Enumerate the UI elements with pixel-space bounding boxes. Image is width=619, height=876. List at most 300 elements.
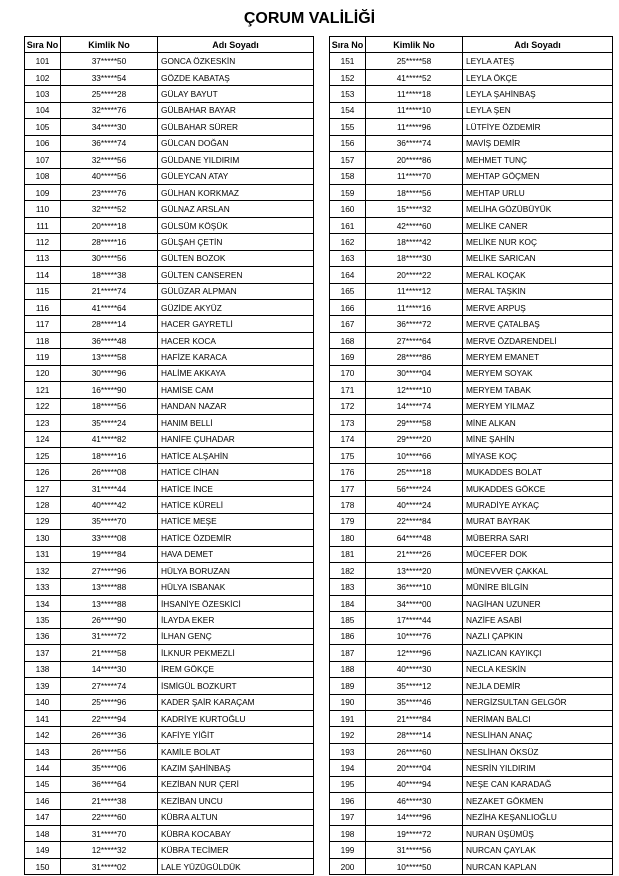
cell-adi-soyadi: KEZİBAN UNCU <box>158 793 314 809</box>
cell-sira-no: 147 <box>25 809 61 825</box>
cell-adi-soyadi: İLKNUR PEKMEZLİ <box>158 645 314 661</box>
cell-sira-no: 175 <box>330 447 366 463</box>
cell-adi-soyadi: HAFİZE KARACA <box>158 349 314 365</box>
table-row <box>25 760 314 776</box>
cell-sira-no: 178 <box>330 497 366 513</box>
cell-kimlik-no: 21*****58 <box>61 645 158 661</box>
cell-sira-no: 172 <box>330 398 366 414</box>
table-row <box>330 365 613 381</box>
cell-adi-soyadi: NAZLICAN KAYIKÇI <box>463 645 613 661</box>
cell-sira-no: 167 <box>330 316 366 332</box>
cell-adi-soyadi: GÖZDE KABATAŞ <box>158 69 314 85</box>
cell-kimlik-no: 26*****56 <box>61 743 158 759</box>
cell-kimlik-no: 16*****90 <box>61 382 158 398</box>
cell-kimlik-no: 13*****58 <box>61 349 158 365</box>
table-row <box>330 201 613 217</box>
table-row <box>25 447 314 463</box>
cell-adi-soyadi: GÜLDANE YILDIRIM <box>158 152 314 168</box>
cell-kimlik-no: 35*****12 <box>366 678 463 694</box>
cell-kimlik-no: 37*****50 <box>61 53 158 69</box>
cell-sira-no: 161 <box>330 217 366 233</box>
cell-sira-no: 181 <box>330 546 366 562</box>
cell-kimlik-no: 28*****14 <box>61 316 158 332</box>
header-adi-soyadi: Adı Soyadı <box>158 37 314 53</box>
table-row <box>25 546 314 562</box>
cell-sira-no: 199 <box>330 842 366 858</box>
cell-adi-soyadi: MAVİŞ DEMİR <box>463 135 613 151</box>
table-row <box>330 826 613 842</box>
cell-sira-no: 113 <box>25 250 61 266</box>
table-row <box>330 398 613 414</box>
cell-adi-soyadi: İSMİGÜL BOZKURT <box>158 678 314 694</box>
cell-kimlik-no: 34*****30 <box>61 119 158 135</box>
cell-sira-no: 131 <box>25 546 61 562</box>
cell-kimlik-no: 26*****08 <box>61 464 158 480</box>
cell-adi-soyadi: İHSANİYE ÖZESKİCİ <box>158 595 314 611</box>
table-row <box>330 53 613 69</box>
table-row <box>25 727 314 743</box>
cell-sira-no: 145 <box>25 776 61 792</box>
cell-kimlik-no: 11*****18 <box>366 86 463 102</box>
cell-kimlik-no: 18*****56 <box>366 184 463 200</box>
cell-kimlik-no: 14*****96 <box>366 809 463 825</box>
cell-sira-no: 120 <box>25 365 61 381</box>
cell-adi-soyadi: GÜLHAN KORKMAZ <box>158 184 314 200</box>
cell-adi-soyadi: NECLA KESKİN <box>463 661 613 677</box>
cell-adi-soyadi: GÜLCAN DOĞAN <box>158 135 314 151</box>
cell-sira-no: 158 <box>330 168 366 184</box>
cell-adi-soyadi: MELİKE SARICAN <box>463 250 613 266</box>
table-row <box>330 332 613 348</box>
cell-adi-soyadi: KADRİYE KURTOĞLU <box>158 710 314 726</box>
header-sira-no: Sıra No <box>330 37 366 53</box>
cell-adi-soyadi: KÜBRA ALTUN <box>158 809 314 825</box>
cell-kimlik-no: 12*****10 <box>366 382 463 398</box>
cell-kimlik-no: 20*****86 <box>366 152 463 168</box>
cell-adi-soyadi: LEYLA ŞEN <box>463 102 613 118</box>
cell-sira-no: 138 <box>25 661 61 677</box>
table-row <box>330 694 613 710</box>
table-row <box>330 300 613 316</box>
cell-sira-no: 173 <box>330 415 366 431</box>
cell-adi-soyadi: KÜBRA TECİMER <box>158 842 314 858</box>
cell-kimlik-no: 33*****54 <box>61 69 158 85</box>
cell-adi-soyadi: HATİCE İNCE <box>158 480 314 496</box>
cell-kimlik-no: 26*****90 <box>61 612 158 628</box>
cell-kimlik-no: 22*****84 <box>366 513 463 529</box>
cell-kimlik-no: 21*****84 <box>366 710 463 726</box>
cell-sira-no: 193 <box>330 743 366 759</box>
cell-sira-no: 108 <box>25 168 61 184</box>
table-row <box>25 793 314 809</box>
cell-sira-no: 156 <box>330 135 366 151</box>
cell-kimlik-no: 28*****14 <box>366 727 463 743</box>
cell-kimlik-no: 12*****32 <box>61 842 158 858</box>
cell-adi-soyadi: MEHTAP GÖÇMEN <box>463 168 613 184</box>
cell-kimlik-no: 12*****96 <box>366 645 463 661</box>
table-row <box>330 267 613 283</box>
cell-sira-no: 180 <box>330 530 366 546</box>
table-row <box>330 135 613 151</box>
cell-kimlik-no: 32*****76 <box>61 102 158 118</box>
table-row <box>25 563 314 579</box>
cell-adi-soyadi: KÜBRA KOCABAY <box>158 826 314 842</box>
cell-sira-no: 186 <box>330 628 366 644</box>
cell-sira-no: 163 <box>330 250 366 266</box>
table-row <box>330 168 613 184</box>
cell-kimlik-no: 23*****76 <box>61 184 158 200</box>
table-row <box>25 283 314 299</box>
cell-kimlik-no: 35*****46 <box>366 694 463 710</box>
table-row <box>25 267 314 283</box>
cell-adi-soyadi: NESLİHAN ANAÇ <box>463 727 613 743</box>
cell-adi-soyadi: HATİCE MEŞE <box>158 513 314 529</box>
cell-kimlik-no: 40*****42 <box>61 497 158 513</box>
table-row <box>25 628 314 644</box>
cell-kimlik-no: 10*****50 <box>366 858 463 874</box>
cell-sira-no: 109 <box>25 184 61 200</box>
cell-sira-no: 187 <box>330 645 366 661</box>
candidate-table-right <box>329 36 613 875</box>
cell-kimlik-no: 27*****64 <box>366 332 463 348</box>
cell-sira-no: 171 <box>330 382 366 398</box>
cell-kimlik-no: 21*****26 <box>366 546 463 562</box>
cell-adi-soyadi: MELİKE NUR KOÇ <box>463 234 613 250</box>
table-row <box>330 86 613 102</box>
table-row <box>330 727 613 743</box>
table-row <box>25 69 314 85</box>
cell-kimlik-no: 31*****70 <box>61 826 158 842</box>
cell-adi-soyadi: MUKADDES BOLAT <box>463 464 613 480</box>
cell-sira-no: 111 <box>25 217 61 233</box>
cell-adi-soyadi: MELİHA GÖZÜBÜYÜK <box>463 201 613 217</box>
table-row <box>25 464 314 480</box>
cell-adi-soyadi: GÜLÜZAR ALPMAN <box>158 283 314 299</box>
table-row <box>25 86 314 102</box>
table-row <box>25 250 314 266</box>
cell-sira-no: 198 <box>330 826 366 842</box>
cell-sira-no: 197 <box>330 809 366 825</box>
table-row <box>330 250 613 266</box>
cell-adi-soyadi: HACER KOCA <box>158 332 314 348</box>
cell-sira-no: 139 <box>25 678 61 694</box>
cell-sira-no: 151 <box>330 53 366 69</box>
cell-adi-soyadi: NEJLA DEMİR <box>463 678 613 694</box>
cell-adi-soyadi: MİNE ŞAHİN <box>463 431 613 447</box>
cell-kimlik-no: 31*****02 <box>61 858 158 874</box>
table-row <box>25 382 314 398</box>
table-row <box>25 234 314 250</box>
cell-adi-soyadi: HÜLYA BORUZAN <box>158 563 314 579</box>
table-row <box>25 826 314 842</box>
cell-adi-soyadi: LEYLA ÖKÇE <box>463 69 613 85</box>
table-row <box>25 152 314 168</box>
cell-sira-no: 188 <box>330 661 366 677</box>
cell-adi-soyadi: HATİCE KÜRELİ <box>158 497 314 513</box>
cell-kimlik-no: 25*****28 <box>61 86 158 102</box>
cell-adi-soyadi: MÜBERRA SARI <box>463 530 613 546</box>
cell-kimlik-no: 11*****96 <box>366 119 463 135</box>
cell-kimlik-no: 25*****96 <box>61 694 158 710</box>
table-row <box>330 858 613 874</box>
cell-kimlik-no: 13*****88 <box>61 595 158 611</box>
cell-sira-no: 119 <box>25 349 61 365</box>
cell-adi-soyadi: İLHAN GENÇ <box>158 628 314 644</box>
cell-sira-no: 124 <box>25 431 61 447</box>
table-row <box>330 809 613 825</box>
cell-adi-soyadi: NERİMAN BALCI <box>463 710 613 726</box>
cell-sira-no: 123 <box>25 415 61 431</box>
table-row <box>330 102 613 118</box>
cell-adi-soyadi: MERYEM SOYAK <box>463 365 613 381</box>
cell-adi-soyadi: GÜLBAHAR SÜRER <box>158 119 314 135</box>
cell-adi-soyadi: GÜLTEN BOZOK <box>158 250 314 266</box>
cell-sira-no: 153 <box>330 86 366 102</box>
table-row <box>330 612 613 628</box>
cell-kimlik-no: 29*****58 <box>366 415 463 431</box>
cell-sira-no: 107 <box>25 152 61 168</box>
table-row <box>25 119 314 135</box>
cell-adi-soyadi: KAZIM ŞAHİNBAŞ <box>158 760 314 776</box>
cell-sira-no: 140 <box>25 694 61 710</box>
cell-adi-soyadi: MERAL TAŞKIN <box>463 283 613 299</box>
table-row <box>25 201 314 217</box>
cell-sira-no: 190 <box>330 694 366 710</box>
cell-sira-no: 116 <box>25 300 61 316</box>
cell-kimlik-no: 42*****60 <box>366 217 463 233</box>
cell-adi-soyadi: KADER ŞAİR KARAÇAM <box>158 694 314 710</box>
cell-kimlik-no: 31*****44 <box>61 480 158 496</box>
table-row <box>25 497 314 513</box>
table-row <box>25 513 314 529</box>
table-row <box>330 431 613 447</box>
cell-sira-no: 149 <box>25 842 61 858</box>
cell-sira-no: 169 <box>330 349 366 365</box>
cell-kimlik-no: 22*****94 <box>61 710 158 726</box>
cell-adi-soyadi: HATİCE ÖZDEMİR <box>158 530 314 546</box>
cell-kimlik-no: 20*****04 <box>366 760 463 776</box>
table-row <box>25 349 314 365</box>
cell-kimlik-no: 27*****96 <box>61 563 158 579</box>
table-row <box>25 316 314 332</box>
cell-adi-soyadi: KAMİLE BOLAT <box>158 743 314 759</box>
table-row <box>330 119 613 135</box>
cell-sira-no: 160 <box>330 201 366 217</box>
cell-sira-no: 134 <box>25 595 61 611</box>
cell-sira-no: 103 <box>25 86 61 102</box>
cell-adi-soyadi: MERVE ARPUŞ <box>463 300 613 316</box>
table-row <box>25 53 314 69</box>
cell-kimlik-no: 14*****74 <box>366 398 463 414</box>
cell-kimlik-no: 36*****74 <box>61 135 158 151</box>
cell-sira-no: 200 <box>330 858 366 874</box>
cell-adi-soyadi: MURADİYE AYKAÇ <box>463 497 613 513</box>
cell-kimlik-no: 19*****84 <box>61 546 158 562</box>
cell-kimlik-no: 36*****10 <box>366 579 463 595</box>
table-row <box>330 480 613 496</box>
cell-sira-no: 195 <box>330 776 366 792</box>
cell-adi-soyadi: HANİFE ÇUHADAR <box>158 431 314 447</box>
cell-adi-soyadi: MÜNİRE BİLGİN <box>463 579 613 595</box>
cell-kimlik-no: 40*****56 <box>61 168 158 184</box>
table-row <box>330 283 613 299</box>
cell-adi-soyadi: NERGİZSULTAN GELGÖR <box>463 694 613 710</box>
cell-kimlik-no: 35*****70 <box>61 513 158 529</box>
cell-adi-soyadi: GONCA ÖZKESKİN <box>158 53 314 69</box>
table-row <box>330 382 613 398</box>
cell-kimlik-no: 21*****38 <box>61 793 158 809</box>
cell-kimlik-no: 18*****56 <box>61 398 158 414</box>
cell-sira-no: 135 <box>25 612 61 628</box>
cell-adi-soyadi: İLAYDA EKER <box>158 612 314 628</box>
cell-sira-no: 121 <box>25 382 61 398</box>
cell-adi-soyadi: NAGİHAN UZUNER <box>463 595 613 611</box>
cell-kimlik-no: 31*****56 <box>366 842 463 858</box>
cell-sira-no: 155 <box>330 119 366 135</box>
cell-kimlik-no: 41*****82 <box>61 431 158 447</box>
cell-sira-no: 130 <box>25 530 61 546</box>
cell-kimlik-no: 56*****24 <box>366 480 463 496</box>
cell-adi-soyadi: NAZİFE ASABİ <box>463 612 613 628</box>
cell-sira-no: 182 <box>330 563 366 579</box>
cell-adi-soyadi: GÜLTEN CANSEREN <box>158 267 314 283</box>
cell-adi-soyadi: HANDAN NAZAR <box>158 398 314 414</box>
cell-kimlik-no: 30*****56 <box>61 250 158 266</box>
cell-adi-soyadi: MELİKE CANER <box>463 217 613 233</box>
cell-sira-no: 165 <box>330 283 366 299</box>
cell-kimlik-no: 10*****76 <box>366 628 463 644</box>
cell-sira-no: 133 <box>25 579 61 595</box>
table-row <box>330 234 613 250</box>
table-row <box>25 678 314 694</box>
table-row <box>25 842 314 858</box>
cell-sira-no: 168 <box>330 332 366 348</box>
table-row <box>330 710 613 726</box>
cell-kimlik-no: 30*****96 <box>61 365 158 381</box>
cell-kimlik-no: 40*****24 <box>366 497 463 513</box>
cell-kimlik-no: 18*****30 <box>366 250 463 266</box>
table-row <box>25 661 314 677</box>
cell-kimlik-no: 46*****30 <box>366 793 463 809</box>
cell-kimlik-no: 32*****56 <box>61 152 158 168</box>
cell-sira-no: 166 <box>330 300 366 316</box>
cell-sira-no: 162 <box>330 234 366 250</box>
cell-kimlik-no: 18*****38 <box>61 267 158 283</box>
cell-sira-no: 150 <box>25 858 61 874</box>
table-row <box>25 710 314 726</box>
table-row <box>330 678 613 694</box>
cell-kimlik-no: 21*****74 <box>61 283 158 299</box>
cell-adi-soyadi: KAFİYE YİĞİT <box>158 727 314 743</box>
cell-sira-no: 152 <box>330 69 366 85</box>
table-row <box>330 217 613 233</box>
cell-sira-no: 141 <box>25 710 61 726</box>
table-header-row <box>330 37 613 53</box>
table-row <box>330 645 613 661</box>
table-row <box>25 530 314 546</box>
cell-adi-soyadi: LEYLA ATEŞ <box>463 53 613 69</box>
cell-sira-no: 194 <box>330 760 366 776</box>
table-row <box>25 858 314 874</box>
table-header-row <box>25 37 314 53</box>
cell-sira-no: 115 <box>25 283 61 299</box>
cell-sira-no: 105 <box>25 119 61 135</box>
cell-kimlik-no: 14*****30 <box>61 661 158 677</box>
table-row <box>330 579 613 595</box>
table-row <box>330 349 613 365</box>
table-row <box>25 645 314 661</box>
cell-kimlik-no: 34*****00 <box>366 595 463 611</box>
header-adi-soyadi: Adı Soyadı <box>463 37 613 53</box>
cell-sira-no: 142 <box>25 727 61 743</box>
table-row <box>330 595 613 611</box>
cell-adi-soyadi: HANIM BELLİ <box>158 415 314 431</box>
cell-adi-soyadi: GÜLEYCAN ATAY <box>158 168 314 184</box>
header-sira-no: Sıra No <box>25 37 61 53</box>
table-row <box>330 628 613 644</box>
cell-kimlik-no: 33*****08 <box>61 530 158 546</box>
cell-adi-soyadi: NESLİHAN ÖKSÜZ <box>463 743 613 759</box>
cell-kimlik-no: 15*****32 <box>366 201 463 217</box>
table-row <box>25 612 314 628</box>
cell-kimlik-no: 32*****52 <box>61 201 158 217</box>
page-title: ÇORUM VALİLİĞİ <box>243 10 376 27</box>
cell-sira-no: 137 <box>25 645 61 661</box>
table-row <box>25 743 314 759</box>
cell-adi-soyadi: LEYLA ŞAHİNBAŞ <box>463 86 613 102</box>
cell-sira-no: 189 <box>330 678 366 694</box>
cell-kimlik-no: 40*****30 <box>366 661 463 677</box>
table-row <box>330 743 613 759</box>
cell-kimlik-no: 64*****48 <box>366 530 463 546</box>
table-row <box>330 546 613 562</box>
cell-sira-no: 125 <box>25 447 61 463</box>
cell-kimlik-no: 18*****16 <box>61 447 158 463</box>
cell-sira-no: 117 <box>25 316 61 332</box>
cell-sira-no: 176 <box>330 464 366 480</box>
table-row <box>25 217 314 233</box>
table-row <box>25 579 314 595</box>
table-row <box>25 102 314 118</box>
cell-sira-no: 101 <box>25 53 61 69</box>
table-row <box>25 694 314 710</box>
table-row <box>330 793 613 809</box>
cell-adi-soyadi: GÜLNAZ ARSLAN <box>158 201 314 217</box>
table-row <box>330 760 613 776</box>
cell-kimlik-no: 11*****12 <box>366 283 463 299</box>
cell-kimlik-no: 11*****70 <box>366 168 463 184</box>
cell-kimlik-no: 26*****60 <box>366 743 463 759</box>
cell-kimlik-no: 10*****66 <box>366 447 463 463</box>
cell-sira-no: 110 <box>25 201 61 217</box>
table-row <box>25 776 314 792</box>
cell-sira-no: 154 <box>330 102 366 118</box>
cell-kimlik-no: 13*****88 <box>61 579 158 595</box>
cell-adi-soyadi: MİYASE KOÇ <box>463 447 613 463</box>
cell-adi-soyadi: MERYEM YILMAZ <box>463 398 613 414</box>
cell-kimlik-no: 18*****42 <box>366 234 463 250</box>
cell-adi-soyadi: GÜZİDE AKYÜZ <box>158 300 314 316</box>
cell-sira-no: 118 <box>25 332 61 348</box>
cell-kimlik-no: 36*****64 <box>61 776 158 792</box>
cell-kimlik-no: 27*****74 <box>61 678 158 694</box>
cell-sira-no: 159 <box>330 184 366 200</box>
cell-adi-soyadi: GÜLAY BAYUT <box>158 86 314 102</box>
table-row <box>25 431 314 447</box>
cell-adi-soyadi: LALE YÜZÜGÜLDÜK <box>158 858 314 874</box>
cell-kimlik-no: 28*****16 <box>61 234 158 250</box>
cell-sira-no: 146 <box>25 793 61 809</box>
